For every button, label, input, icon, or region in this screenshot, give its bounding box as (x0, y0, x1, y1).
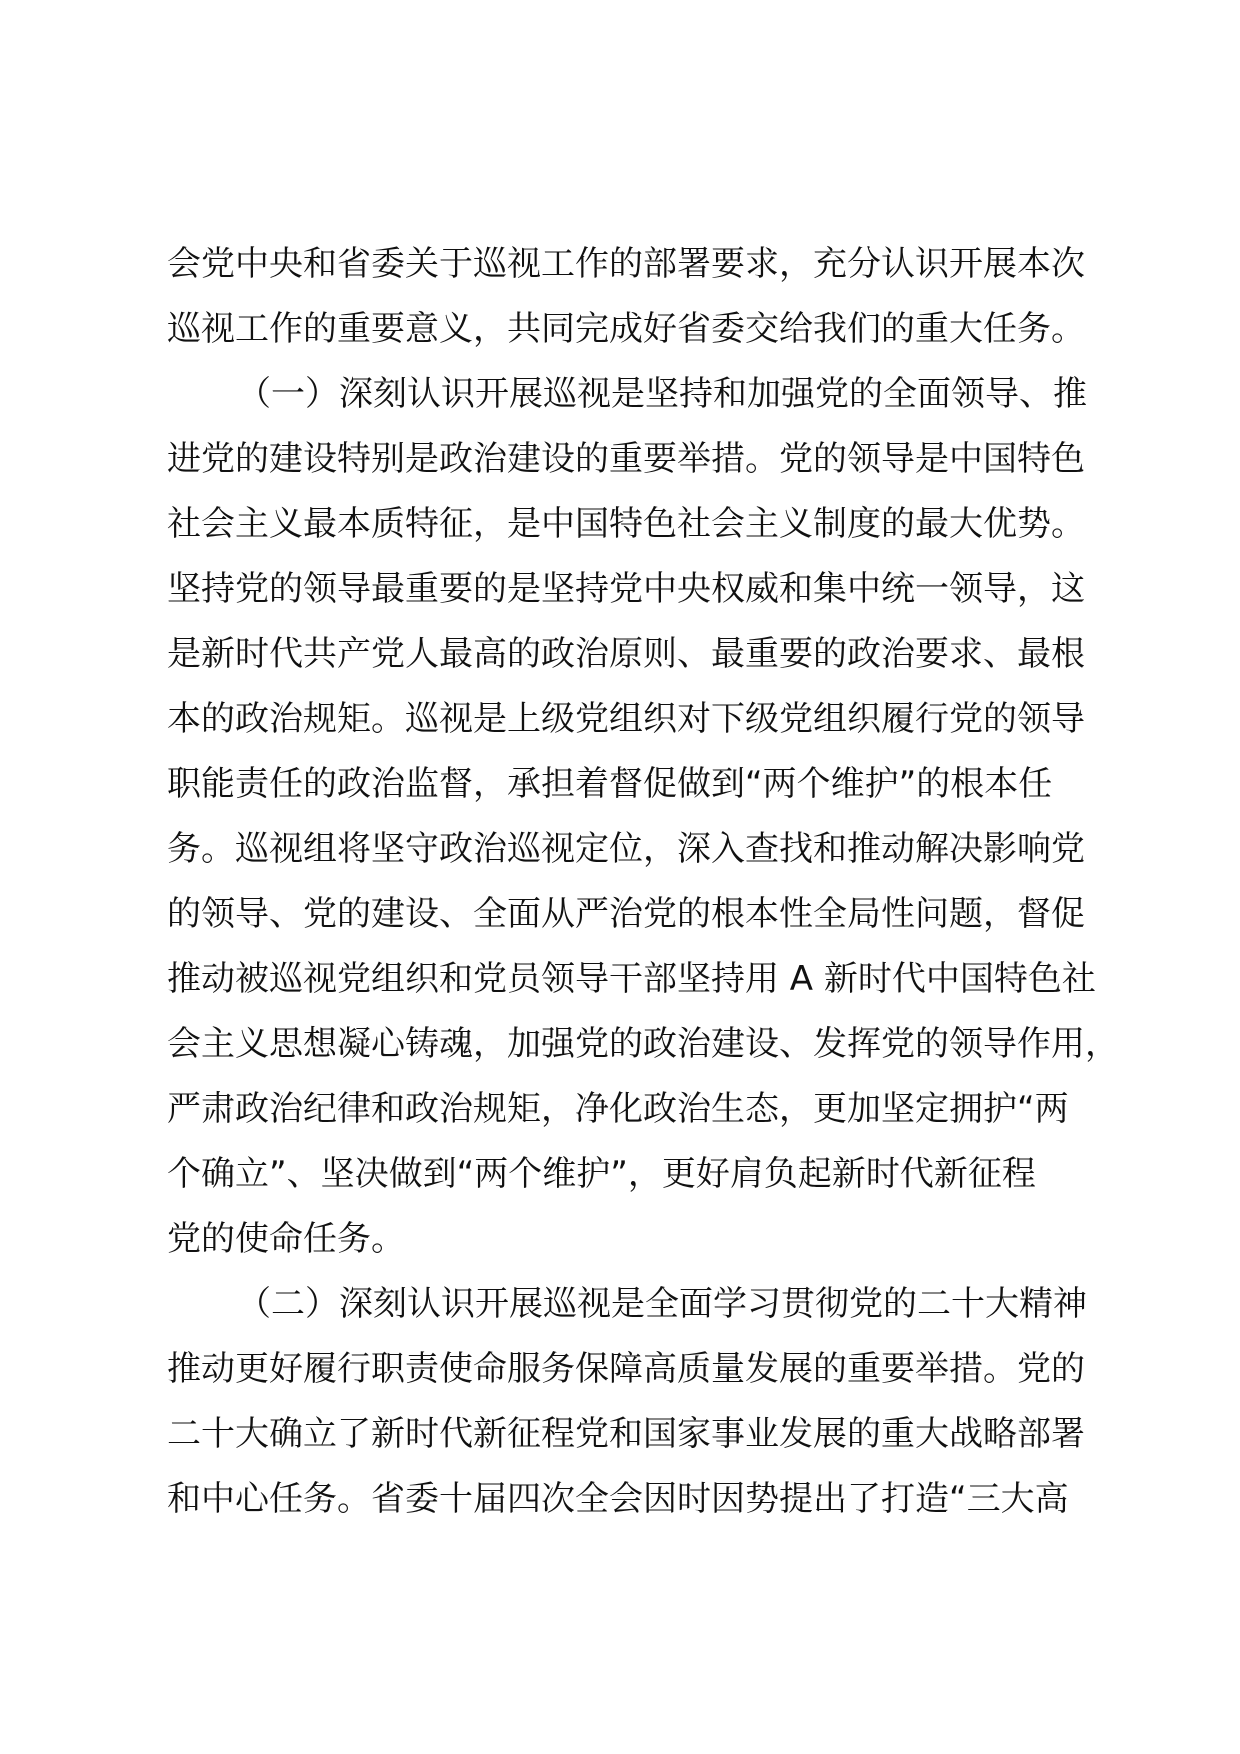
text-line: 的领导、党的建设、全面从严治党的根本性全局性问题，督促 (167, 894, 1085, 934)
section-heading-line: （二）深刻认识开展巡视是全面学习贯彻党的二十大精神 (237, 1284, 1087, 1324)
document-body (167, 232, 1127, 1532)
text-line: 严肃政治纪律和政治规矩，净化政治生态，更加坚定拥护“两 (167, 1089, 1069, 1129)
section-heading-line: （一）深刻认识开展巡视是坚持和加强党的全面领导、推 (237, 374, 1087, 414)
text-line: 是新时代共产党人最高的政治原则、最重要的政治要求、最根 (167, 634, 1085, 674)
text-line: 务。巡视组将坚守政治巡视定位，深入查找和推动解决影响党 (167, 829, 1085, 869)
text-line: 职能责任的政治监督，承担着督促做到“两个维护”的根本任 (167, 764, 1053, 804)
text-line: 推动被巡视党组织和党员领导干部坚持用 A 新时代中国特色社 (167, 959, 1096, 999)
text-line: 本的政治规矩。巡视是上级党组织对下级党组织履行党的领导 (167, 699, 1085, 739)
text-line: 和中心任务。省委十届四次全会因时因势提出了打造“三大高 (167, 1479, 1069, 1519)
text-line: 推动更好履行职责使命服务保障高质量发展的重要举措。党的 (167, 1349, 1085, 1389)
text-line: 会党中央和省委关于巡视工作的部署要求，充分认识开展本次 (167, 244, 1085, 284)
text-line: 会主义思想凝心铸魂，加强党的政治建设、发挥党的领导作用， (167, 1024, 1119, 1064)
text-line: 进党的建设特别是政治建设的重要举措。党的领导是中国特色 (167, 439, 1085, 479)
text-line: 个确立”、坚决做到“两个维护”，更好肩负起新时代新征程 (167, 1154, 1036, 1194)
text-line: 坚持党的领导最重要的是坚持党中央权威和集中统一领导，这 (167, 569, 1085, 609)
text-line: 社会主义最本质特征，是中国特色社会主义制度的最大优势。 (167, 504, 1085, 544)
text-line: 二十大确立了新时代新征程党和国家事业发展的重大战略部署 (167, 1414, 1085, 1454)
text-line: 党的使命任务。 (167, 1219, 405, 1259)
text-line: 巡视工作的重要意义，共同完成好省委交给我们的重大任务。 (167, 309, 1085, 349)
